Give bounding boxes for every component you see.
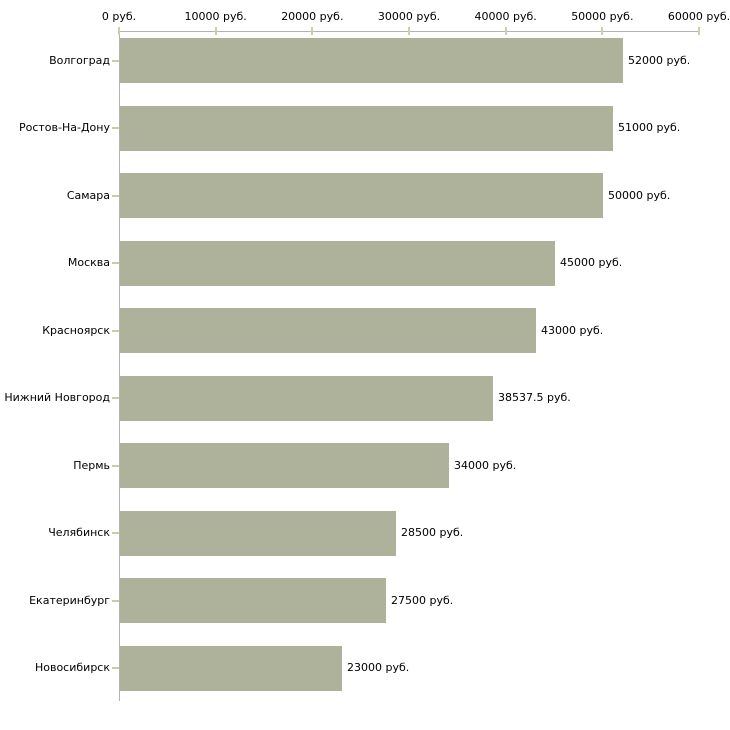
- bar-Екатеринбург: [120, 578, 386, 623]
- x-axis-tick: [408, 27, 410, 35]
- category-label: Пермь: [73, 458, 110, 472]
- y-axis-tick: [112, 667, 119, 669]
- category-label: Красноярск: [42, 323, 110, 337]
- category-label: Нижний Новгород: [4, 391, 110, 404]
- value-label: 38537.5 руб.: [498, 391, 571, 404]
- category-label: Екатеринбург: [29, 593, 110, 607]
- x-axis-tick: [698, 27, 700, 35]
- x-axis-tick-label: 20000 руб.: [281, 10, 344, 23]
- x-axis-tick: [118, 27, 120, 35]
- bar-Пермь: [120, 443, 449, 488]
- bar-Нижний Новгород: [120, 376, 493, 421]
- value-label: 23000 руб.: [347, 661, 410, 674]
- value-label: 27500 руб.: [391, 593, 454, 607]
- x-axis-tick-label: 0 руб.: [101, 10, 137, 23]
- y-axis-tick: [112, 60, 119, 62]
- y-axis-tick: [112, 195, 119, 197]
- x-axis-tick: [311, 27, 313, 35]
- x-axis-tick: [601, 27, 603, 35]
- bar-Красноярск: [120, 308, 536, 353]
- y-axis-tick: [112, 532, 119, 534]
- value-label: 45000 руб.: [560, 256, 623, 269]
- value-label: 50000 руб.: [608, 188, 671, 202]
- x-axis-tick-label: 30000 руб.: [377, 10, 441, 23]
- category-label: Челябинск: [48, 526, 110, 539]
- y-axis-tick: [112, 262, 119, 264]
- y-axis-tick: [112, 465, 119, 467]
- x-axis-tick: [505, 27, 507, 35]
- value-label: 34000 руб.: [454, 458, 517, 472]
- category-label: Новосибирск: [34, 661, 110, 674]
- y-axis-tick: [112, 330, 119, 332]
- y-axis-tick: [112, 600, 119, 602]
- y-axis-tick: [112, 397, 119, 399]
- bar-Москва: [120, 241, 555, 286]
- bar-Волгоград: [120, 38, 623, 83]
- x-axis-tick-label: 50000 руб.: [571, 10, 634, 23]
- bar-Ростов-На-Дону: [120, 106, 613, 151]
- category-label: Самара: [66, 188, 110, 202]
- value-label: 28500 руб.: [401, 526, 464, 539]
- y-axis-tick: [112, 127, 119, 129]
- value-label: 43000 руб.: [541, 323, 604, 337]
- bar-Самара: [120, 173, 603, 218]
- x-axis-tick-label: 60000 руб.: [667, 10, 730, 23]
- category-label: Ростов-На-Дону: [18, 121, 110, 134]
- value-label: 51000 руб.: [618, 121, 681, 134]
- value-label: 52000 руб.: [628, 53, 691, 67]
- category-label: Москва: [67, 256, 110, 269]
- x-axis-tick: [215, 27, 217, 35]
- x-axis-tick-label: 40000 руб.: [474, 10, 537, 23]
- x-axis-tick-label: 10000 руб.: [184, 10, 247, 23]
- bar-Челябинск: [120, 511, 396, 556]
- bar-Новосибирск: [120, 646, 342, 691]
- category-label: Волгоград: [49, 53, 110, 67]
